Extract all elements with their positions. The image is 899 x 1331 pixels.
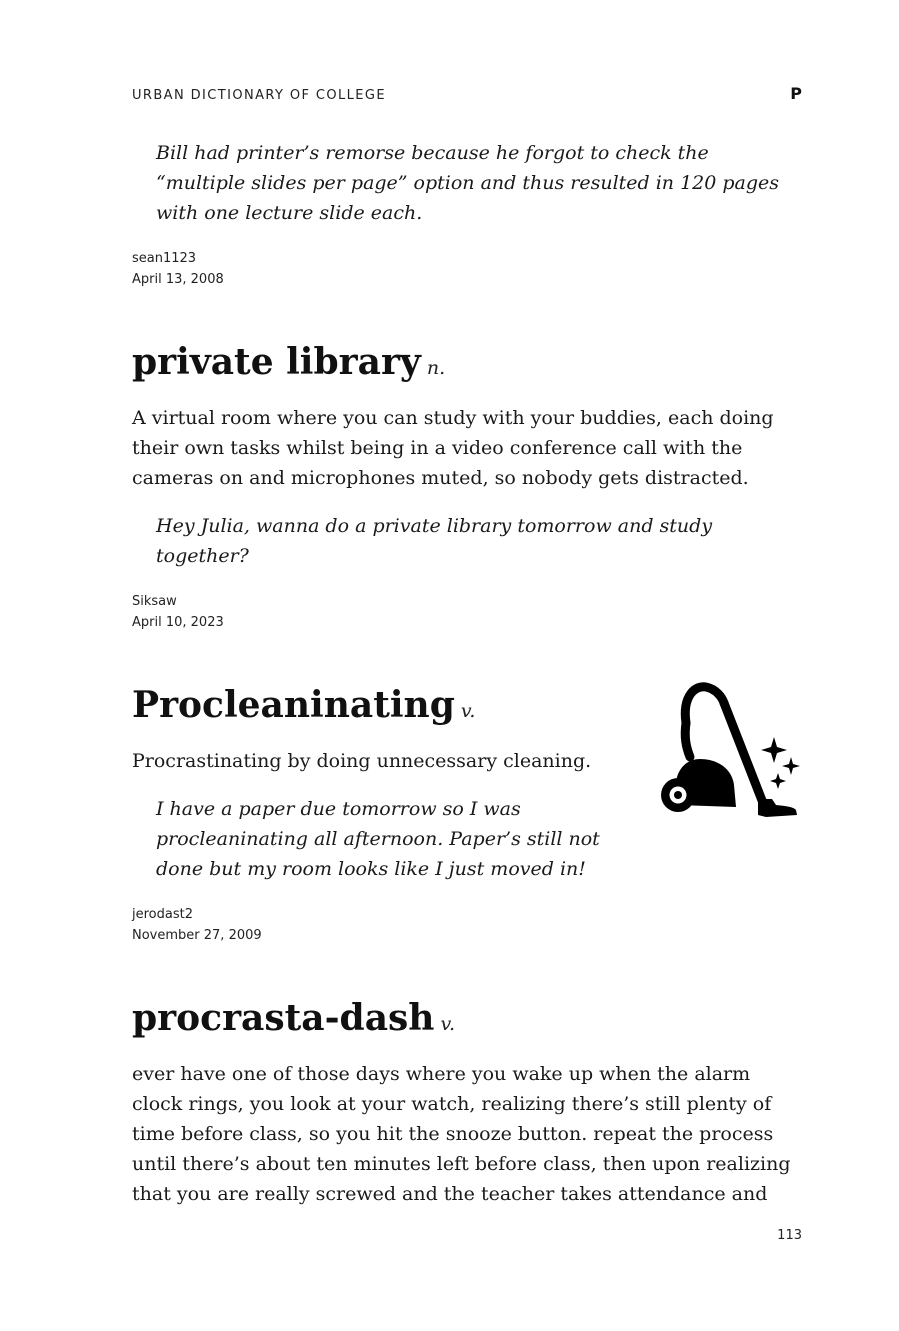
entry-meta — [132, 591, 802, 633]
headword-line — [132, 994, 802, 1049]
page-number: 113 — [777, 1228, 802, 1243]
entry-meta — [132, 904, 802, 946]
page-content — [132, 138, 802, 1227]
entry-procrasta-dash — [132, 994, 802, 1209]
entry-definition: A virtual room where you can study with your buddies, each doing their own tasks whilst being in a video conference call with the cameras on and microphones muted, so nobody gets distracted. — [132, 407, 774, 489]
entry-date: April 10, 2023 — [132, 615, 224, 630]
entry-date: April 13, 2008 — [132, 272, 224, 287]
entry-headword: private library — [132, 341, 421, 383]
entry-definition: Procrastinating by doing unnecessary cleaning. — [132, 750, 592, 772]
entry-part-of-speech: n. — [426, 357, 446, 379]
entry-author: sean1123 — [132, 251, 197, 266]
headword-line — [132, 681, 612, 736]
entry-part-of-speech: v. — [460, 700, 476, 722]
entry-author: Siksaw — [132, 594, 177, 609]
running-title: URBAN DICTIONARY OF COLLEGE — [132, 88, 386, 103]
entry-date: November 27, 2009 — [132, 928, 262, 943]
section-letter: P — [790, 84, 802, 103]
entry-example: Hey Julia, wanna do a private library tomorrow and study together? — [156, 515, 713, 567]
entry-example: Bill had printer’s remorse because he forgot to check the “multiple slides per page” option and thus resulted in 120 pages with one lecture slide each. — [156, 142, 780, 224]
entry-meta — [132, 248, 802, 290]
entry-private-library — [132, 338, 802, 633]
entry-text-column — [132, 681, 612, 884]
entry-author: jerodast2 — [132, 907, 193, 922]
headword-line — [132, 338, 802, 393]
entry-part-of-speech: v. — [440, 1013, 455, 1035]
entry-procleaninating — [132, 681, 802, 946]
entry-headword: Procleaninating — [132, 684, 455, 726]
vacuum-cleaner-icon — [660, 681, 802, 821]
entry-headword: procrasta-dash — [132, 997, 435, 1039]
continued-entry — [132, 138, 802, 290]
entry-definition: ever have one of those days where you wake up when the alarm clock rings, you look at your watch, realizing there’s still plenty of time before class, so you hit the snooze button. repeat the process until there’s about ten minutes left before class, then upon realizing that you are really screwed and the teacher takes attendance and — [132, 1063, 791, 1205]
entry-example: I have a paper due tomorrow so I was procleaninating all afternoon. Paper’s still not done but my room looks like I just moved in! — [156, 798, 600, 880]
